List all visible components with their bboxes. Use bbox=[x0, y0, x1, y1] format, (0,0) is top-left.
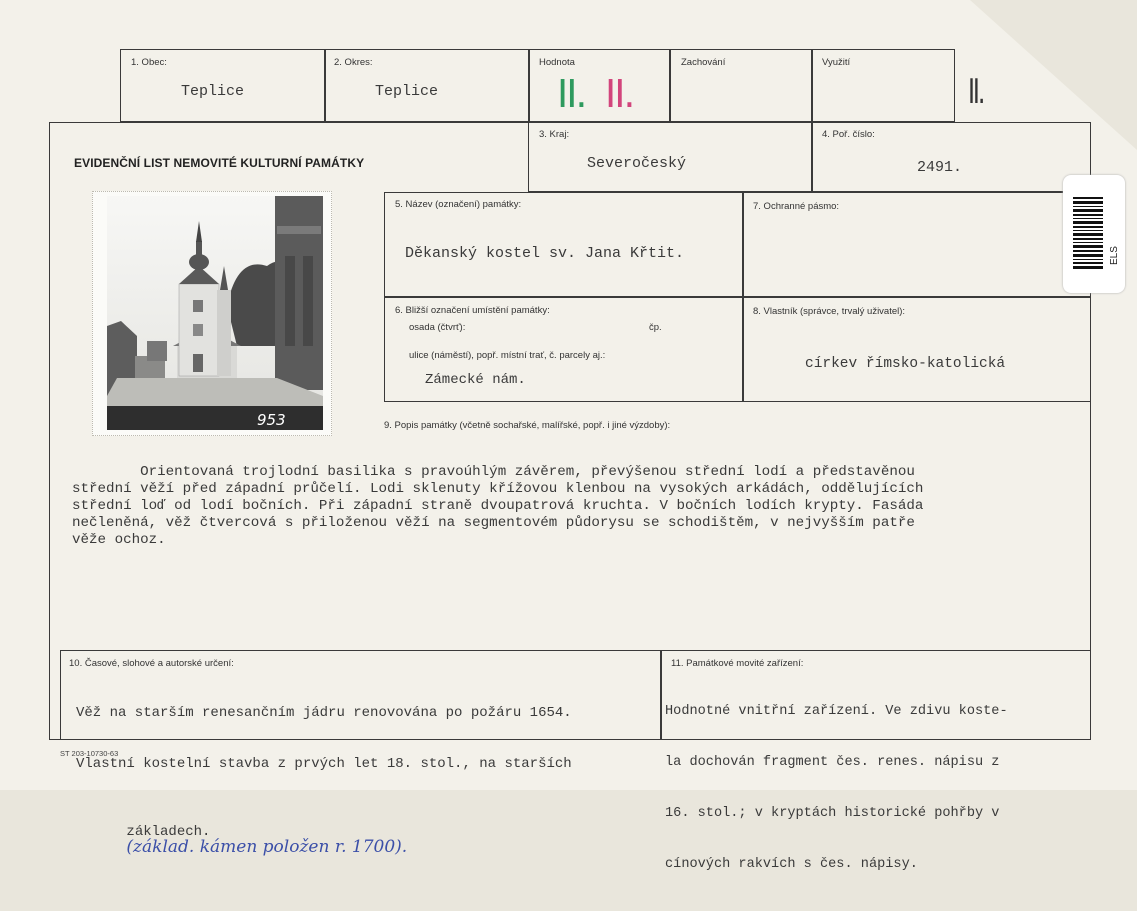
vlastnik-label: 8. Vlastník (správce, trvalý uživatel): bbox=[753, 306, 906, 317]
zachovani-label: Zachování bbox=[681, 57, 726, 68]
ochranne-pasmo-cell bbox=[742, 192, 1091, 298]
movite-label: 11. Památkové movité zařízení: bbox=[671, 658, 804, 669]
popis-text bbox=[72, 464, 1082, 549]
umisteni-cell bbox=[384, 296, 744, 402]
kraj-label: 3. Kraj: bbox=[539, 129, 570, 140]
photo-number: 953 bbox=[257, 411, 286, 429]
movite-line: 16. stol.; v kryptách historické pohřby v bbox=[665, 806, 1000, 821]
movite-line: Hodnotné vnitřní zařízení. Ve zdivu koste- bbox=[665, 704, 1008, 719]
kraj-cell bbox=[528, 122, 813, 192]
por-cislo-cell bbox=[811, 122, 1091, 192]
barcode-icon bbox=[1063, 175, 1125, 293]
por-cislo-label: 4. Poř. číslo: bbox=[822, 129, 875, 140]
nazev-cell bbox=[384, 192, 744, 298]
hodnota-cell bbox=[528, 49, 671, 122]
category-mark: II. bbox=[968, 72, 984, 112]
popis-line: nečleněná, věž čtvercová s přiloženou věží na segmentovém půdorysu se schodištěm, v nejvyšším patře bbox=[72, 515, 915, 531]
ulice-value: Zámecké nám. bbox=[425, 372, 526, 388]
movite-line: la dochován fragment čes. renes. nápisu z bbox=[665, 755, 1000, 770]
popis-line: Orientovaná trojlodní basilika s pravoúhlým závěrem, převýšenou střední lodí a představěnou bbox=[72, 464, 915, 480]
cp-label: čp. bbox=[649, 322, 662, 333]
barcode-label: ELS bbox=[1109, 246, 1120, 265]
ulice-label: ulice (náměstí), popř. místní trať, č. parcely aj.: bbox=[409, 350, 606, 361]
por-cislo-value: 2491. bbox=[917, 159, 963, 176]
ochranne-pasmo-label: 7. Ochranné pásmo: bbox=[753, 201, 840, 212]
okres-value: Teplice bbox=[375, 83, 439, 100]
obec-cell bbox=[120, 49, 326, 122]
popis-line: věže ochoz. bbox=[72, 532, 166, 548]
vlastnik-value: církev římsko-katolická bbox=[805, 356, 1006, 372]
movite-cell bbox=[660, 650, 1091, 872]
okres-label: 2. Okres: bbox=[334, 57, 373, 68]
popis-line: střední loď od lodí bočních. Při západní straně dvoupatrová kruchta. V bočních lodích krypty. Fasáda bbox=[72, 498, 924, 514]
kraj-value: Severočeský bbox=[587, 155, 687, 172]
form-title: EVIDENČNÍ LIST NEMOVITÉ KULTURNÍ PAMÁTKY bbox=[74, 156, 365, 170]
footer-code: ST 203-10730-63 bbox=[60, 749, 119, 758]
casove-line: základech. bbox=[126, 824, 211, 840]
hodnota-pink-mark: II. bbox=[605, 72, 634, 116]
popis-line: střední věží před západní průčelí. Lodi sklenuty křížovou klenbou na vysokých arkádách, oddělujících bbox=[72, 481, 924, 497]
obec-label: 1. Obec: bbox=[131, 57, 167, 68]
vyuziti-cell bbox=[811, 49, 955, 122]
osada-label: osada (čtvrť): bbox=[409, 322, 466, 333]
monument-photo bbox=[92, 191, 332, 436]
vlastnik-cell bbox=[742, 296, 1091, 402]
hodnota-label: Hodnota bbox=[539, 57, 575, 68]
umisteni-label: 6. Bližší označení umístění památky: bbox=[395, 305, 550, 316]
church-photo-image bbox=[107, 196, 323, 430]
zachovani-cell bbox=[669, 49, 813, 122]
barcode-sticker bbox=[1063, 175, 1125, 293]
obec-value: Teplice bbox=[181, 83, 245, 100]
casove-line: Věž na starším renesančním jádru renovována po požáru 1654. bbox=[76, 705, 572, 721]
hodnota-green-mark: II. bbox=[557, 72, 586, 116]
casove-label: 10. Časové, slohové a autorské určení: bbox=[69, 658, 234, 669]
movite-line: cínových rakvích s čes. nápisy. bbox=[665, 857, 918, 872]
nazev-label: 5. Název (označení) památky: bbox=[395, 199, 522, 210]
vyuziti-label: Využití bbox=[822, 57, 851, 68]
nazev-value: Děkanský kostel sv. Jana Křtit. bbox=[405, 245, 685, 262]
handwritten-note: (základ. kámen položen r. 1700). bbox=[126, 837, 408, 857]
popis-label: 9. Popis památky (včetně sochařské, malířské, popř. i jiné výzdoby): bbox=[384, 420, 671, 431]
okres-cell bbox=[324, 49, 530, 122]
casove-line: Vlastní kostelní stavba z prvých let 18. stol., na starších bbox=[76, 756, 572, 772]
